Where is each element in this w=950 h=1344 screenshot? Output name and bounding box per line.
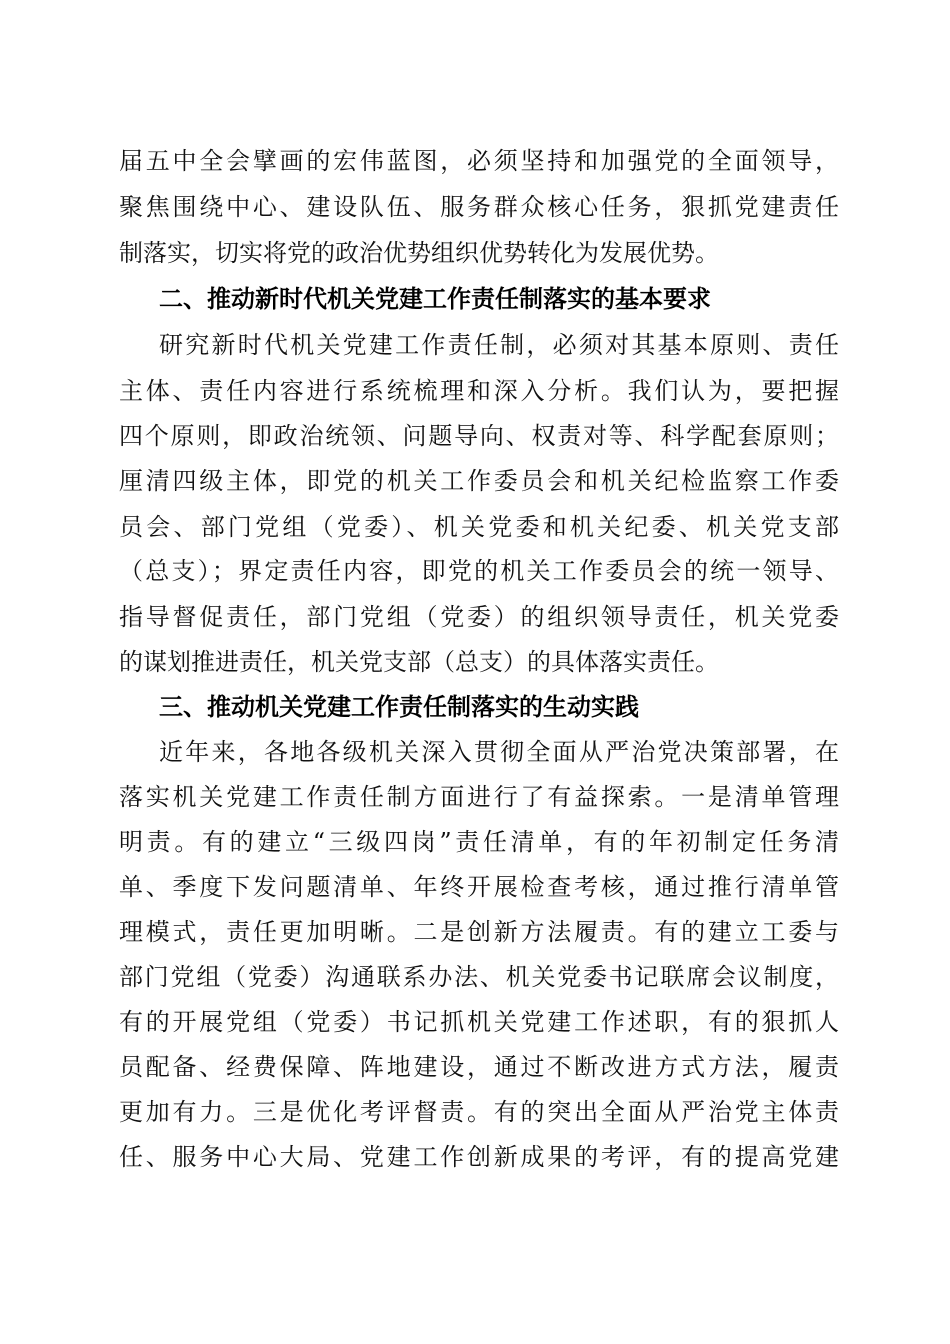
paragraph-line: 聚焦围绕中心、建设队伍、服务群众核心任务，狠抓党建责任 (119, 193, 839, 221)
paragraph-line: 有的开展党组（党委）书记抓机关党建工作述职，有的狠抓人 (119, 1008, 839, 1036)
paragraph-line: 的谋划推进责任，机关党支部（总支）的具体落实责任。 (119, 648, 719, 676)
paragraph-line: 四个原则，即政治统领、问题导向、权责对等、科学配套原则； (119, 422, 839, 450)
paragraph-line: 制落实，切实将党的政治优势组织优势转化为发展优势。 (119, 239, 719, 267)
paragraph-line: （总支）；界定责任内容，即党的机关工作委员会的统一领导、 (119, 557, 839, 585)
paragraph-line: 届五中全会擘画的宏伟蓝图，必须坚持和加强党的全面领导， (119, 147, 839, 175)
paragraph-line: 员会、部门党组（党委）、机关党委和机关纪委、机关党支部 (119, 513, 839, 541)
paragraph-line: 单、季度下发问题清单、年终开展检查考核，通过推行清单管 (119, 873, 839, 901)
paragraph-line: 主体、责任内容进行系统梳理和深入分析。我们认为，要把握 (119, 377, 839, 405)
paragraph-line: 指导督促责任，部门党组（党委）的组织领导责任，机关党委 (119, 603, 839, 631)
section-heading: 二、推动新时代机关党建工作责任制落实的基本要求 (159, 285, 711, 313)
paragraph-line: 研究新时代机关党建工作责任制，必须对其基本原则、责任 (159, 331, 839, 359)
paragraph-line: 近年来，各地各级机关深入贯彻全面从严治党决策部署，在 (159, 738, 839, 766)
paragraph-line: 任、服务中心大局、党建工作创新成果的考评，有的提高党建 (119, 1143, 839, 1171)
paragraph-line: 明责。有的建立“三级四岗”责任清单，有的年初制定任务清 (119, 828, 839, 856)
paragraph-line: 更加有力。三是优化考评督责。有的突出全面从严治党主体责 (119, 1098, 839, 1126)
paragraph-line: 落实机关党建工作责任制方面进行了有益探索。一是清单管理 (119, 783, 839, 811)
paragraph-line: 部门党组（党委）沟通联系办法、机关党委书记联席会议制度， (119, 963, 839, 991)
paragraph-line: 员配备、经费保障、阵地建设，通过不断改进方式方法，履责 (119, 1053, 839, 1081)
paragraph-line: 厘清四级主体，即党的机关工作委员会和机关纪检监察工作委 (119, 467, 839, 495)
section-heading: 三、推动机关党建工作责任制落实的生动实践 (159, 693, 639, 721)
paragraph-line: 理模式，责任更加明晰。二是创新方法履责。有的建立工委与 (119, 918, 839, 946)
